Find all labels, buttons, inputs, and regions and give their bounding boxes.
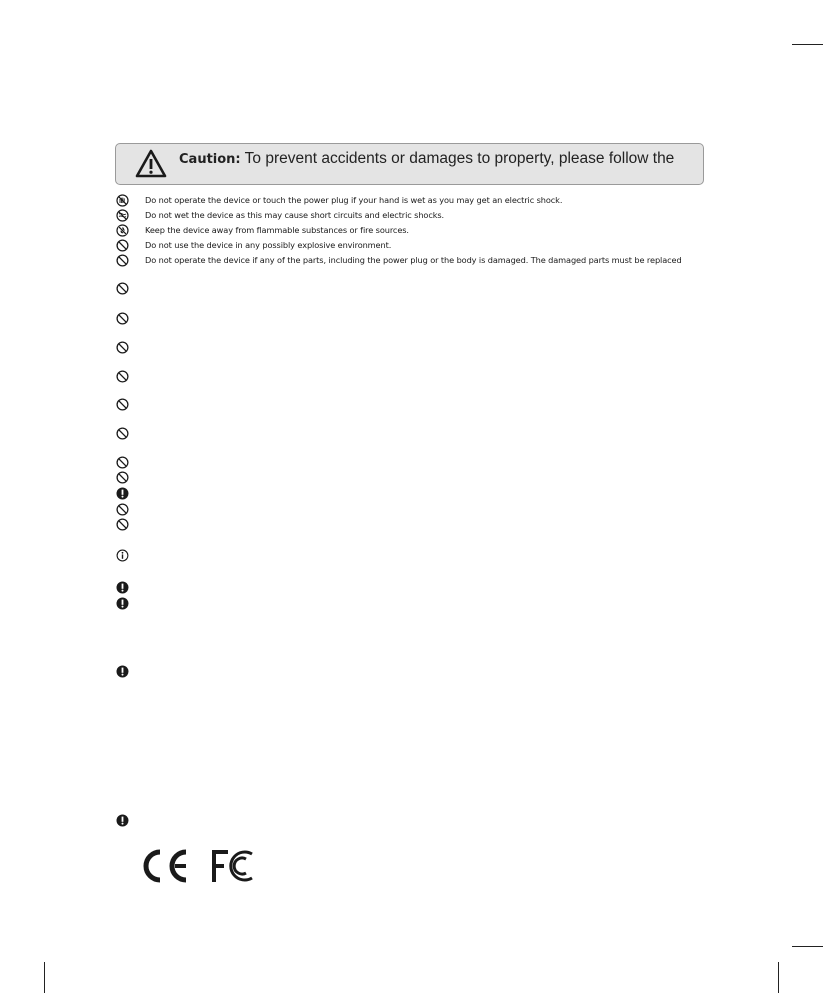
ce-mark-logo: [146, 852, 186, 880]
mandatory-icon: [116, 597, 129, 610]
info-icon: [116, 549, 129, 562]
mandatory-icon: [116, 487, 129, 500]
mandatory-icon: [116, 581, 129, 594]
warning-triangle-icon: [135, 149, 167, 179]
fcc-mark-logo: [214, 852, 252, 882]
crop-mark-top-right: [792, 44, 823, 45]
instruction-explosive: Do not use the device in any possibly explosive environment.: [145, 240, 392, 250]
prohibited-icon: [116, 341, 129, 354]
prohibited-icon: [116, 471, 129, 484]
prohibited-icon: [116, 518, 129, 531]
no-water-icon: [116, 209, 129, 222]
mandatory-icon: [116, 665, 129, 678]
prohibited-icon: [116, 398, 129, 411]
instruction-no-water: Do not wet the device as this may cause short circuits and electric shocks.: [145, 210, 445, 220]
prohibited-icon: [116, 312, 129, 325]
prohibited-icon: [116, 254, 129, 267]
caution-banner: [115, 143, 704, 185]
crop-mark-bottom-right-vertical: [778, 962, 779, 993]
crop-mark-bottom-right: [792, 946, 823, 947]
crop-mark-bottom-left-vertical: [44, 962, 45, 993]
prohibited-icon: [116, 370, 129, 383]
certification-marks: [142, 848, 257, 884]
prohibited-icon: [116, 503, 129, 516]
prohibited-icon: [116, 282, 129, 295]
caution-message: To prevent accidents or damages to property, please follow the: [244, 150, 675, 167]
no-wet-hands-icon: [116, 194, 129, 207]
caution-text: [179, 150, 674, 168]
prohibited-icon: [116, 239, 129, 252]
instruction-no-fire: Keep the device away from flammable substances or fire sources.: [145, 225, 409, 235]
instruction-wet-hands: Do not operate the device or touch the power plug if your hand is wet as you may get an electric shock.: [145, 195, 563, 205]
caution-label: Caution:: [179, 152, 241, 167]
mandatory-icon: [116, 814, 129, 827]
prohibited-icon: [116, 456, 129, 469]
instruction-damaged-parts: Do not operate the device if any of the parts, including the power plug or the body is damaged. The damaged parts must be replaced: [145, 255, 682, 265]
prohibited-icon: [116, 427, 129, 440]
no-fire-icon: [116, 224, 129, 237]
